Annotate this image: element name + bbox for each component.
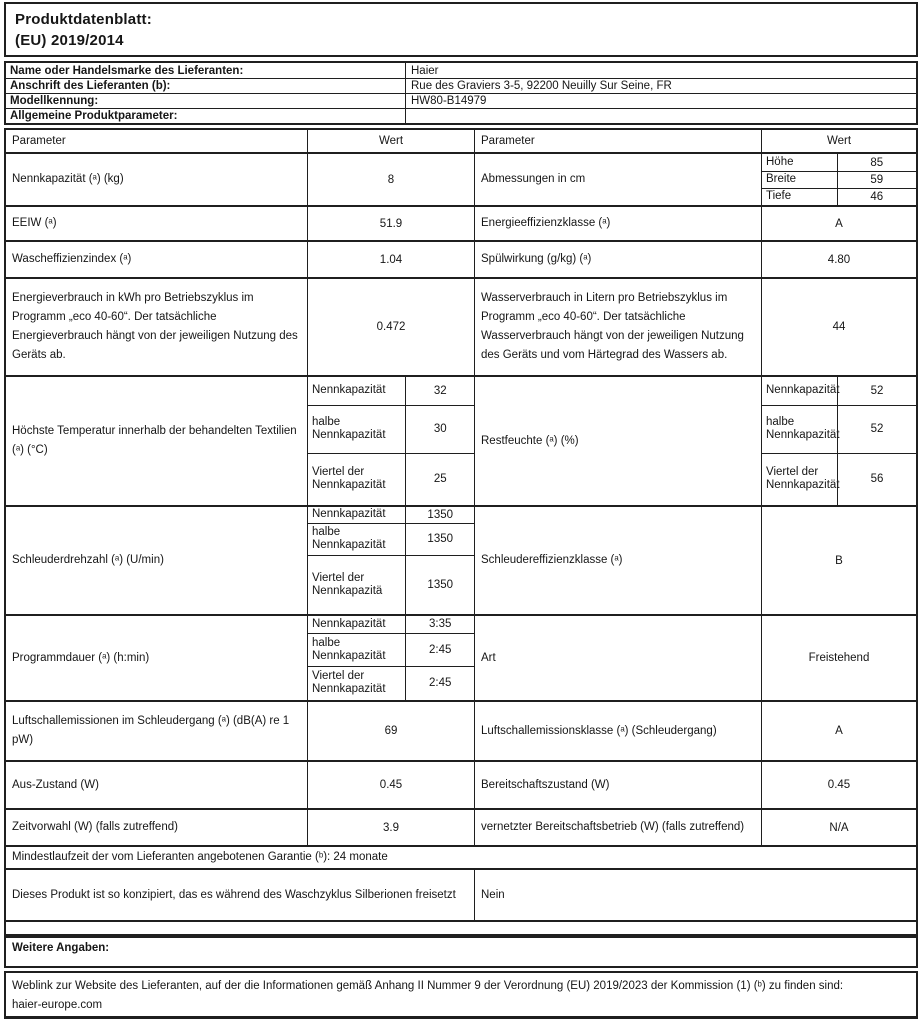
weblink-url: haier-europe.com xyxy=(12,999,103,1011)
parameter-label: Zeitvorwahl (W) (falls zutreffend) xyxy=(12,821,178,833)
sub-table xyxy=(761,377,916,505)
sub-value: 2:45 xyxy=(405,667,474,700)
table-row xyxy=(6,78,916,93)
sub-value: 52 xyxy=(837,377,916,405)
sub-value: 59 xyxy=(837,172,916,187)
parameter-value: 0.45 xyxy=(761,762,916,808)
parameter-label: Wasserverbrauch in Litern pro Betriebszyklus im Programm „eco 40-60“. Der tatsächliche Wasserverbrauch hängt von der jeweiligen Nutzung des Geräts und vom Härtegrad des Wassers ab. xyxy=(474,279,761,375)
sub-row xyxy=(308,616,474,633)
supplier-table xyxy=(4,61,918,125)
sub-row xyxy=(762,188,916,205)
weitere-angaben-box xyxy=(4,936,918,968)
sub-value: 3:35 xyxy=(405,616,474,633)
parameter-label: Energieeffizienzklasse (ᵃ) xyxy=(474,207,761,240)
supplier-address-value: Rue des Graviers 3-5, 92200 Neuilly Sur Seine, FR xyxy=(405,79,916,93)
parameter-label: Wascheffizienzindex (ᵃ) xyxy=(12,253,132,265)
sub-value: 1350 xyxy=(405,556,474,614)
model-id-value: HW80-B14979 xyxy=(405,94,916,108)
empty-row xyxy=(6,920,916,934)
sub-row xyxy=(308,405,474,453)
parameter-value: 4.80 xyxy=(761,242,916,277)
sub-value: 32 xyxy=(405,377,474,405)
sub-value: 30 xyxy=(405,406,474,453)
table-row xyxy=(6,868,916,920)
parameter-value: 3.9 xyxy=(307,810,474,845)
sub-row xyxy=(308,666,474,700)
column-header-parameter: Parameter xyxy=(12,135,66,147)
general-parameters-label: Allgemeine Produktparameter: xyxy=(10,110,178,122)
table-row xyxy=(6,240,916,277)
parameter-value: Freistehend xyxy=(761,616,916,700)
parameter-label: Bereitschaftszustand (W) xyxy=(474,762,761,808)
sub-label: Höhe xyxy=(766,156,794,169)
sub-label: Breite xyxy=(766,173,797,186)
table-row xyxy=(6,505,916,614)
table-row xyxy=(6,808,916,845)
sub-row xyxy=(308,377,474,405)
weitere-angaben-label: Weitere Angaben: xyxy=(12,942,110,954)
parameter-label: Luftschallemissionsklasse (ᵃ) (Schleudergang) xyxy=(474,702,761,760)
sub-label: Nennkapazität xyxy=(312,384,386,397)
sub-label: halbe Nennkapazität xyxy=(312,526,386,552)
weblink-text: Weblink zur Website des Lieferanten, auf der die Informationen gemäß Anhang II Nummer 9 der Verordnung (EU) 2019/2023 der Kommission (1) (ᵇ) zu finden sind: xyxy=(12,980,844,992)
table-row xyxy=(6,760,916,808)
sub-row xyxy=(308,633,474,666)
general-parameters-value xyxy=(405,109,916,123)
sub-value: 25 xyxy=(405,454,474,505)
parameter-value: A xyxy=(761,207,916,240)
supplier-name-label: Name oder Handelsmarke des Lieferanten: xyxy=(10,64,244,77)
sub-table xyxy=(307,616,474,700)
empty-cell xyxy=(6,922,916,934)
parameter-label: Luftschallemissionen im Schleudergang (ᵃ) (dB(A) re 1 pW) xyxy=(12,715,290,746)
sub-value: 1350 xyxy=(405,507,474,523)
sub-value: 1350 xyxy=(405,524,474,555)
sub-value: 46 xyxy=(837,189,916,205)
sub-row xyxy=(308,507,474,523)
sub-row xyxy=(762,453,916,505)
column-header-wert: Wert xyxy=(307,130,474,152)
parameters-table xyxy=(4,128,918,936)
parameter-label: Aus-Zustand (W) xyxy=(12,778,99,791)
table-row xyxy=(6,152,916,205)
parameter-label: Abmessungen in cm xyxy=(474,154,761,205)
sub-label: halbe Nennkapazität xyxy=(312,416,386,442)
guarantee-statement: Mindestlaufzeit der vom Lieferanten angebotenen Garantie (ᵇ): 24 monate xyxy=(12,851,388,863)
parameter-label: Energieverbrauch in kWh pro Betriebszyklus im Programm „eco 40-60“. Der tatsächliche Energieverbrauch hängt von der jeweiligen Nutzung des Geräts ab. xyxy=(12,292,298,361)
sub-row xyxy=(762,154,916,171)
table-header-row xyxy=(6,130,916,152)
sub-label: Viertel der Nennkapazität xyxy=(312,466,386,492)
parameter-value: 0.472 xyxy=(307,279,474,375)
parameter-label: Schleuderdrehzahl (ᵃ) (U/min) xyxy=(12,554,164,566)
parameter-value: 69 xyxy=(307,702,474,760)
table-row xyxy=(6,700,916,760)
sub-row xyxy=(308,523,474,555)
sub-row xyxy=(308,453,474,505)
parameter-label: Spülwirkung (g/kg) (ᵃ) xyxy=(474,242,761,277)
parameter-label: Restfeuchte (ᵃ) (%) xyxy=(474,377,761,505)
sub-table xyxy=(307,377,474,505)
weblink-box xyxy=(4,971,918,1019)
sub-label: Viertel der Nennkapazität xyxy=(766,466,840,492)
parameter-label: Art xyxy=(474,616,761,700)
parameter-value: A xyxy=(761,702,916,760)
parameter-label: Höchste Temperatur innerhalb der behandelten Textilien (ᵃ) (°C) xyxy=(12,425,297,456)
parameter-label: vernetzter Bereitschaftsbetrieb (W) (falls zutreffend) xyxy=(474,810,761,845)
sub-label: Viertel der Nennkapazitä xyxy=(312,572,383,598)
sub-value: 85 xyxy=(837,154,916,171)
silver-ions-value: Nein xyxy=(474,870,916,920)
title-box xyxy=(4,2,918,57)
sub-label: Viertel der Nennkapazität xyxy=(312,670,386,696)
parameter-value: 8 xyxy=(307,154,474,205)
table-row xyxy=(6,614,916,700)
sub-label: Nennkapazität xyxy=(312,508,386,521)
sub-value: 52 xyxy=(837,406,916,453)
supplier-address-label: Anschrift des Lieferanten (b): xyxy=(10,80,171,92)
parameter-value: 0.45 xyxy=(307,762,474,808)
table-row xyxy=(6,93,916,108)
parameter-value: 1.04 xyxy=(307,242,474,277)
silver-ions-label: Dieses Produkt ist so konzipiert, das es während des Waschzyklus Silberionen freisetzt xyxy=(12,888,456,901)
sub-row xyxy=(762,171,916,187)
model-id-label: Modellkennung: xyxy=(10,95,99,107)
sub-value: 56 xyxy=(837,454,916,505)
table-row xyxy=(6,845,916,868)
table-row xyxy=(6,63,916,78)
table-row xyxy=(6,277,916,375)
page-title: Produktdatenblatt: xyxy=(15,11,152,28)
parameter-value: N/A xyxy=(761,810,916,845)
parameter-label: Schleudereffizienzklasse (ᵃ) xyxy=(474,507,761,614)
sub-label: Nennkapazität xyxy=(312,617,386,630)
table-row xyxy=(6,375,916,505)
parameter-value: 44 xyxy=(761,279,916,375)
column-header-wert: Wert xyxy=(761,130,916,152)
sub-label: Nennkapazität xyxy=(766,384,840,397)
sub-row xyxy=(308,555,474,614)
parameter-label: Nennkapazität (ᵃ) (kg) xyxy=(12,173,124,185)
sub-value: 2:45 xyxy=(405,634,474,666)
sub-row xyxy=(762,405,916,453)
sub-table xyxy=(307,507,474,614)
sub-label: halbe Nennkapazität xyxy=(766,416,840,442)
parameter-value: 51.9 xyxy=(307,207,474,240)
parameter-value: B xyxy=(761,507,916,614)
table-row xyxy=(6,108,916,123)
parameter-label: Programmdauer (ᵃ) (h:min) xyxy=(12,651,150,664)
sub-label: Tiefe xyxy=(766,190,792,203)
column-header-parameter: Parameter xyxy=(474,130,761,152)
sub-table xyxy=(761,154,916,205)
regulation-subtitle: (EU) 2019/2014 xyxy=(15,32,124,49)
parameter-label: EEIW (ᵃ) xyxy=(12,217,57,229)
table-row xyxy=(6,205,916,240)
sub-row xyxy=(762,377,916,405)
supplier-name-value: Haier xyxy=(405,63,916,78)
sub-label: halbe Nennkapazität xyxy=(312,636,386,662)
